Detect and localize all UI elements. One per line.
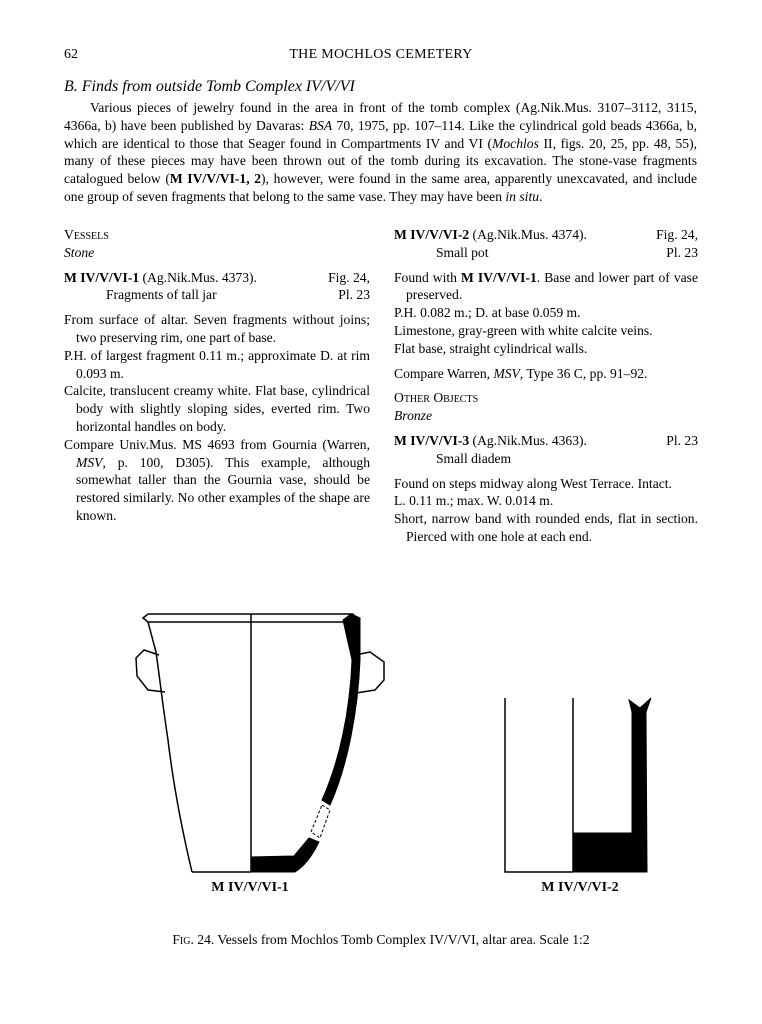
entry-1-dimensions: P.H. of largest fragment 0.11 m.; approximate D. at rim 0.093 m. (64, 347, 370, 381)
tall-jar-section-break (311, 805, 330, 838)
tall-jar-section-upper (322, 614, 360, 805)
entry-2-compare: Compare Warren, MSV, Type 36 C, pp. 91–92. (394, 365, 648, 381)
small-pot-section (573, 698, 651, 872)
entry-3-description: Short, narrow band with rounded ends, flat in section. Pierced with one hole at each end. (394, 511, 698, 544)
entry-2-material: Limestone, gray-green with white calcite veins. (394, 322, 653, 338)
running-title: THE MOCHLOS CEMETERY (289, 47, 473, 62)
catalogue-entry-3-header: M IV/V/VI-3 (Ag.Nik.Mus. 4363). Pl. 23 (394, 432, 698, 448)
figure-label-2: M IV/V/VI-2 (541, 880, 619, 895)
bronze-subheading: Bronze (394, 408, 433, 424)
entry-3-findspot: Found on steps midway along West Terrace. Intact. (394, 475, 672, 491)
entry-3-dimensions: L. 0.11 m.; max. W. 0.014 m. (394, 493, 554, 509)
entry-1-findspot: From surface of altar. Seven fragments without joins; two preserving rim, one part of base. (64, 312, 370, 345)
page-number: 62 (64, 47, 78, 62)
entry-1-compare: Compare Univ.Mus. MS 4693 from Gournia (Warren, MSV, p. 100, D305). This example, although somewhat taller than the Gournia vase, should be restored similarly. No other examples of the shape are known. (64, 436, 370, 523)
entry-2-dimensions: P.H. 0.082 m.; D. at base 0.059 m. (394, 305, 581, 321)
figure-label-1: M IV/V/VI-1 (211, 880, 289, 895)
left-column (64, 226, 370, 525)
small-pot-drawing (505, 698, 573, 872)
catalogue-entry-3-title: Small diadem (436, 450, 512, 466)
other-objects-heading: Other Objects (394, 390, 479, 406)
vessels-heading: Vessels (64, 227, 109, 242)
intro-paragraph: Various pieces of jewelry found in the area in front of the tomb complex (Ag.Nik.Mus. 3107–3112, 3115, 4366a, b) have been published by Davaras: BSA 70, 1975, pp. 107–114. Like the cylindrical gold beads 4366a, b, which are identical to those that Seager found in Compartments IV and VI (Mochlos II, figs. 20, 25, pp. 48, 55), many of these pieces may have been thrown out of the tomb during its excavation. The stone-vase fragments catalogued below (M IV/V/VI-1, 2), however, were found in the same area, apparently unexcavated, and include one group of seven fragments that belong to the same vase. They may have been in situ. (64, 100, 697, 204)
section-heading: B. Finds from outside Tomb Complex IV/V/VI (64, 78, 355, 95)
figure-caption: Fig. 24. Vessels from Mochlos Tomb Complex IV/V/VI, altar area. Scale 1:2 (172, 932, 590, 947)
catalogue-entry-2-header: M IV/V/VI-2 (Ag.Nik.Mus. 4374). Fig. 24, (394, 227, 698, 242)
catalogue-entry-2-title: Small pot Pl. 23 (436, 244, 698, 260)
catalogue-entry-1-header: M IV/V/VI-1 (Ag.Nik.Mus. 4373). Fig. 24, (64, 269, 370, 285)
entry-id: M IV/V/VI-1 (64, 269, 140, 285)
fig-ref: Fig. 24, (328, 269, 370, 285)
figure-24-drawings (0, 600, 762, 900)
right-column (394, 226, 698, 546)
entry-2-findspot: Found with M IV/V/VI-1. Base and lower part of vase preserved. (394, 269, 699, 303)
entry-1-description: Calcite, translucent creamy white. Flat base, cylindrical body with slightly sloping sides, everted rim. Two horizontal handles on body. (64, 383, 370, 434)
tall-jar-section-base (251, 838, 319, 872)
catalogue-entry-1-title: Fragments of tall jar Pl. 23 (106, 287, 370, 303)
entry-2-description: Flat base, straight cylindrical walls. (394, 340, 588, 356)
stone-subheading: Stone (64, 244, 95, 260)
